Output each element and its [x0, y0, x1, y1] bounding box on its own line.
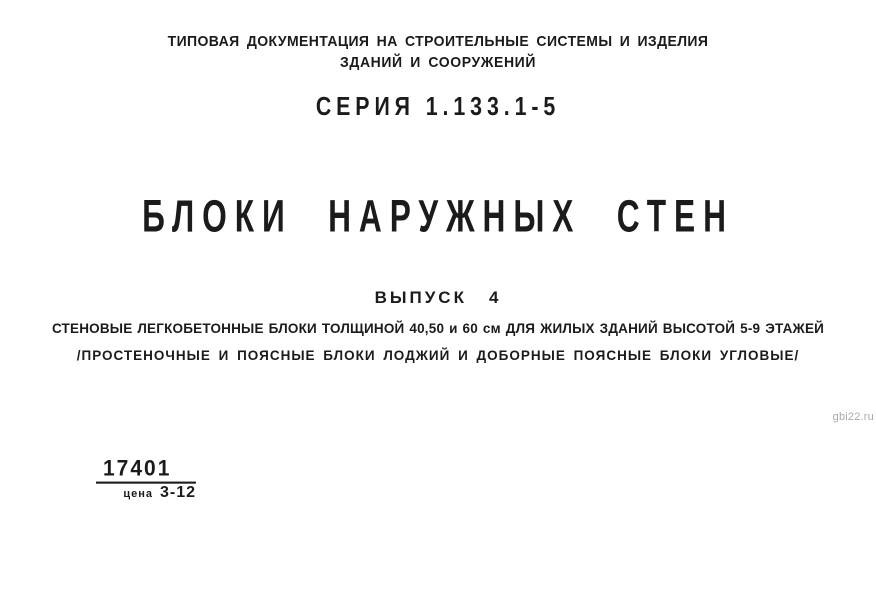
stamp-price-row	[96, 483, 196, 502]
header-line-2: ЗДАНИЙ И СООРУЖЕНИЙ	[340, 53, 536, 71]
price-label: цена	[123, 488, 153, 500]
issue-line	[0, 288, 876, 308]
issue-label: ВЫПУСК	[374, 288, 467, 307]
description-line-2: /ПРОСТЕНОЧНЫЕ И ПОЯСНЫЕ БЛОКИ ЛОДЖИЙ И ДОБОРНЫЕ ПОЯСНЫЕ БЛОКИ УГЛОВЫЕ/	[76, 347, 800, 364]
issue-number: 4	[488, 288, 502, 307]
stamp-number: 17401	[96, 455, 196, 483]
header-line-1: ТИПОВАЯ ДОКУМЕНТАЦИЯ НА СТРОИТЕЛЬНЫЕ СИСТЕМЫ И ИЗДЕЛИЯ	[167, 32, 709, 50]
description-line-1: СТЕНОВЫЕ ЛЕГКОБЕТОННЫЕ БЛОКИ ТОЛЩИНОЙ 40,50 и 60 см ДЛЯ ЖИЛЫХ ЗДАНИЙ ВЫСОТОЙ 5-9 ЭТАЖЕЙ	[51, 320, 825, 337]
page-title: БЛОКИ НАРУЖНЫХ СТЕН	[142, 191, 734, 242]
price-value: 3-12	[159, 484, 196, 501]
price-stamp	[96, 456, 196, 502]
watermark: gbi22.ru	[832, 411, 874, 423]
series-number: СЕРИЯ 1.133.1-5	[315, 91, 561, 121]
